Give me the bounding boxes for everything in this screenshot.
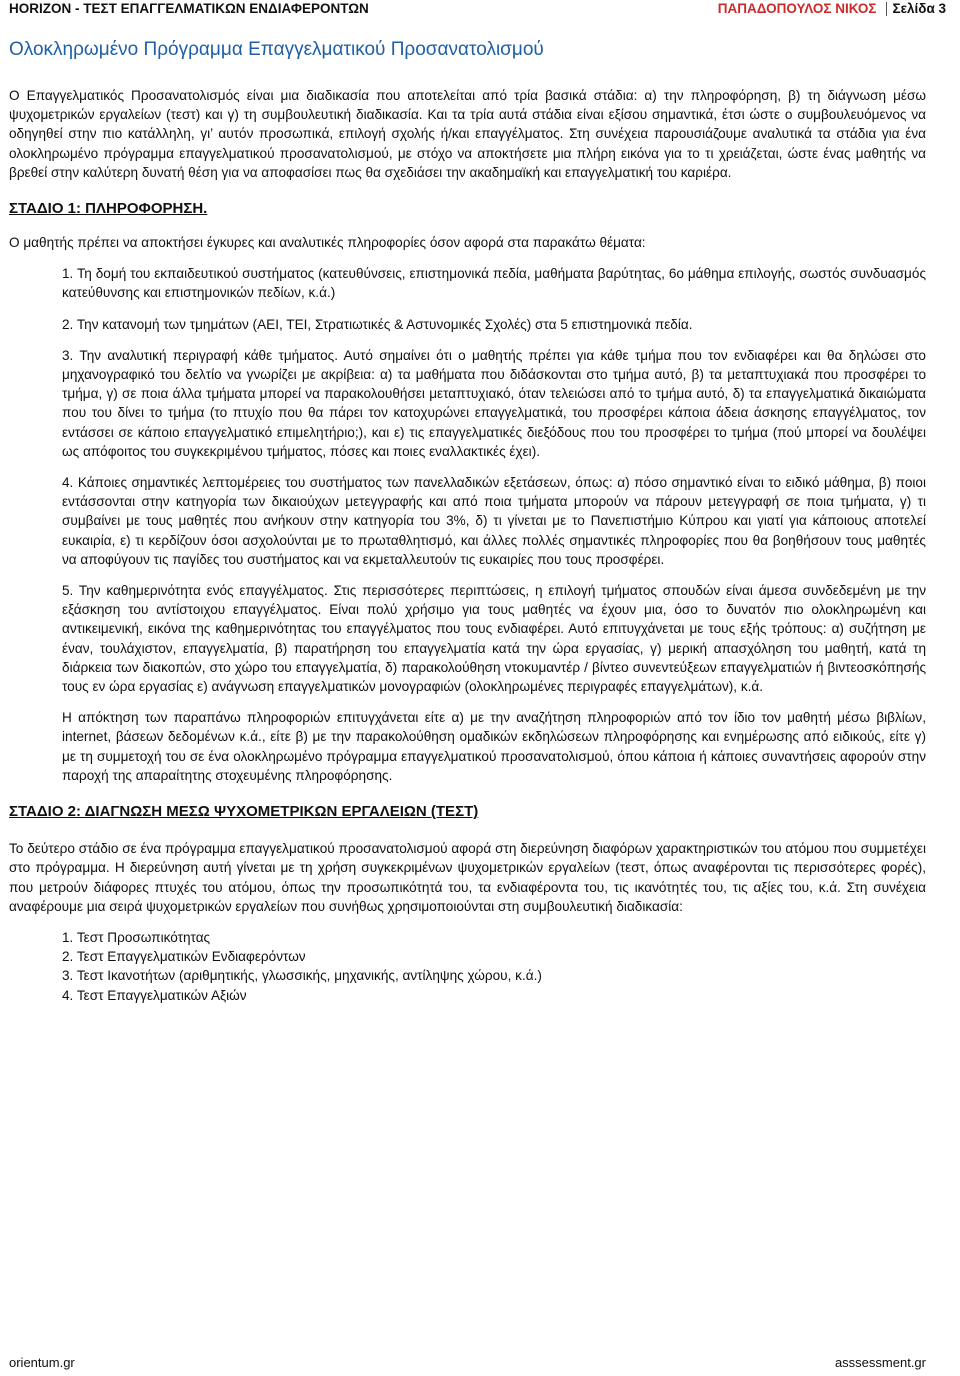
footer-right-site: asssessment.gr xyxy=(834,1355,926,1370)
stage1-item-4: 4. Κάποιες σημαντικές λεπτομέρειες του συστήματος των πανελλαδικών εξετάσεων, όπως: α) πόσο σημαντικό είναι το ειδικό μάθημα, β) ποιοι εντάσσονται στην κατηγορία των δικαιούχων μετεγγραφής και από ποια τμήματα μπορούν να πάρουν μετεγγραφή σε ποια τμήματα, γ) τι συμβαίνει με τους μαθητές που ανήκουν στην κατηγορία του 3%, δ) τι γίνεται με το Πανεπιστήμιο Κύπρου και γιατί για κάποιους αποτελεί ευκαιρία, ε) τι κερδίζουν όσοι ασχολούνται με το πρωταθλητισμό, και άλλες πολλές σημαντικές πληροφορίες που θα βοηθήσουν τους μαθητές να αποφύγουν τις παγίδες του συστήματος και να εκμεταλλευτούν τις ευκαιρίες που τους προσφέρει. xyxy=(62,475,926,567)
list-item: 1. Τεστ Προσωπικότητας xyxy=(62,929,211,945)
header-title: HORIZON - ΤΕΣΤ ΕΠΑΓΓΕΛΜΑΤΙΚΩΝ ΕΝΔΙΑΦΕΡΟΝΤΩΝ xyxy=(9,1,369,16)
stage1-item-1: 1. Τη δομή του εκπαιδευτικού συστήματος (κατευθύνσεις, επιστημονικά πεδία, μαθήματα βαρύτητας, 6ο μάθημα επιλογής, σωστός συνδυασμός κατεύθυνσης και επιστημονικών πεδίων, κ.ά.) xyxy=(62,266,926,301)
document-body xyxy=(9,86,926,1005)
stage1-item-2: 2. Την κατανομή των τμημάτων (ΑΕΙ, ΤΕΙ, Στρατιωτικές & Αστυνομικές Σχολές) στα 5 επιστημονικά πεδία. xyxy=(62,316,693,332)
list-item: 2. Τεστ Επαγγελματικών Ενδιαφερόντων xyxy=(62,949,306,965)
intro-paragraph: Ο Επαγγελματικός Προσανατολισμός είναι μια διαδικασία που αποτελείται από τρία βασικά στάδια: α) την πληροφόρηση, β) τη διάγνωση μέσω ψυχομετρικών εργαλείων (τεστ) και γ) τη συμβουλευτική διαδικασία. Και τα τρία αυτά στάδια είναι εξίσου σημαντικά, έτσι ώστε ο συμβουλευόμενος να οδηγηθεί στην πιο κατάλληλη, γι’ αυτόν προσωπικά, επιλογή σχολής ή/και επαγγέλματος. Στη συνέχεια παρουσιάζουμε αναλυτικά τα στάδια για ένα ολοκληρωμένο πρόγραμμα επαγγελματικού προσανατολισμού, με στόχο να αποκτήσετε μια πλήρη εικόνα για το τι χρειάζεται, ώστε ένας μαθητής να βρεθεί στην καλύτερη δυνατή θέση για να αποφασίσει πως θα σχεδιάσει την ακαδημαϊκή και επαγγελματική του καριέρα. xyxy=(9,88,926,180)
list-item: 3. Τεστ Ικανοτήτων (αριθμητικής, γλωσσικής, μηχανικής, αντίληψης χώρου, κ.ά.) xyxy=(62,968,542,984)
stage2-body: Το δεύτερο στάδιο σε ένα πρόγραμμα επαγγελματικού προσανατολισμού αφορά στη διερεύνηση διαφόρων χαρακτηριστικών του ατόμου που συμμετέχει στο πρόγραμμα. Η διερεύνηση αυτή γίνεται με τη χρήση συγκεκριμένων ψυχομετρικών εργαλείων (τεστ, όπως αναφέρονται τις περισσότερες φορές), που μετρούν διάφορες πτυχές του ατόμου, όπως την προσωπικότητά του, τα ενδιαφέροντα του, τις ικανότητές του, τις αξίες του, κ.ά. Στη συνέχεια αναφέρουμε μια σειρά ψυχομετρικών εργαλείων που συνήθως χρησιμοποιούνται στη συμβουλευτική διαδικασία: xyxy=(9,841,926,914)
page-footer xyxy=(9,1355,926,1371)
footer-left-site: orientum.gr xyxy=(9,1355,75,1370)
list-item: 4. Τεστ Επαγγελματικών Αξιών xyxy=(62,987,247,1003)
header-right xyxy=(718,0,946,17)
header-divider xyxy=(886,2,887,16)
stage1-summary: Η απόκτηση των παραπάνω πληροφοριών επιτυγχάνεται είτε α) με την αναζήτηση πληροφοριών από τον ίδιο τον μαθητή μέσω βιβλίων, internet, βάσεων δεδομένων κ.ά., είτε β) με την παρακολούθηση ομαδικών εκδηλώσεων πληροφόρησης και ενημέρωσης από ειδικούς, είτε γ) με τη συμμετοχή του σε ένα ολοκληρωμένο πρόγραμμα επαγγελματικού προσανατολισμού, όπου κάποια ή κάποιες συναντήσεις αφορούν στην παροχή της απαραίτητης στοχευμένης πληροφόρησης. xyxy=(62,710,926,783)
stage1-heading: ΣΤΑΔΙΟ 1: ΠΛΗΡΟΦΟΡΗΣΗ. xyxy=(9,200,208,218)
header-author: ΠΑΠΑΔΟΠΟΥΛΟΣ ΝΙΚΟΣ xyxy=(717,1,877,16)
stage1-item-3: 3. Την αναλυτική περιγραφή κάθε τμήματος. Αυτό σημαίνει ότι ο μαθητής πρέπει για κάθε τμήμα που τον ενδιαφέρει και θα δηλώσει στο μηχανογραφικό του δελτίο να γνωρίζει με ακρίβεια: α) τα μαθήματα που διδάσκονται στο τμήμα αυτό, β) τα μεταπτυχιακά που προσφέρει το τμήμα, γ) σε ποια άλλα τμήματα μπορεί να παρακολουθήσει μεταπτυχιακό, όταν τελειώσει από το τμήμα αυτό, δ) τα επαγγελματικά δικαιώματα που του δίνει το τμήμα (το πτυχίο που θα πάρει τον κατοχυρώνει επαγγελματικά, του προσφέρει κάποια άδεια άσκησης επαγγέλματος, τον εντάσσει σε κάποιο επαγγελματικό επιμελητήριο;), και ε) τις επαγγελματικές διεξόδους που του προσφέρει το τμήμα (πού μπορεί να δουλέψει ως απόφοιτος του συγκεκριμένου τμήματος, πόσες και ποιες εναλλακτικές έχει). xyxy=(62,347,926,459)
document-title: Ολοκληρωμένο Πρόγραμμα Επαγγελματικού Προσανατολισμού xyxy=(9,39,544,60)
stage1-lead: Ο μαθητής πρέπει να αποκτήσει έγκυρες και αναλυτικές πληροφορίες όσον αφορά στα παρακάτω θέματα: xyxy=(9,235,646,251)
stage2-heading: ΣΤΑΔΙΟ 2: ΔΙΑΓΝΩΣΗ ΜΕΣΩ ΨΥΧΟΜΕΤΡΙΚΩΝ ΕΡΓΑΛΕΙΩΝ (ΤΕΣΤ) xyxy=(9,803,479,821)
tests-list xyxy=(62,928,926,1005)
page-header xyxy=(9,0,946,17)
header-page-number: Σελίδα 3 xyxy=(892,1,946,16)
stage1-item-5: 5. Την καθημερινότητα ενός επαγγέλματος. Στις περισσότερες περιπτώσεις, η επιλογή τμήματος σπουδών είναι άμεσα συνδεδεμένη με την εξάσκηση του αντίστοιχου επαγγέλματος. Είναι πολύ χρήσιμο για τους μαθητές να έχουν μια, όσο το δυνατόν πιο ολοκληρωμένη και αντικειμενική, εικόνα της καθημερινότητας του επαγγέλματος που τους ενδιαφέρει. Αυτό επιτυγχάνεται με τους εξής τρόπους: α) συζήτηση με έναν, τουλάχιστον, επαγγελματία, β) παρατήρηση του επαγγελματία κατά την ώρα εργασίας, γ) μερική απασχόληση του μαθητή, κατά τη διάρκεια των διακοπών, στο χώρο του επαγγελματία, δ) παρακολούθηση ντοκυμαντέρ / βίντεο συνεντεύξεων επαγγελματιών ή βιντεοσκόπησής τους εν ώρα εργασίας ε) ανάγνωση επαγγελματικών μονογραφιών (ολοκληρωμένες περιγραφές επαγγελμάτων), κ.ά. xyxy=(62,583,926,695)
